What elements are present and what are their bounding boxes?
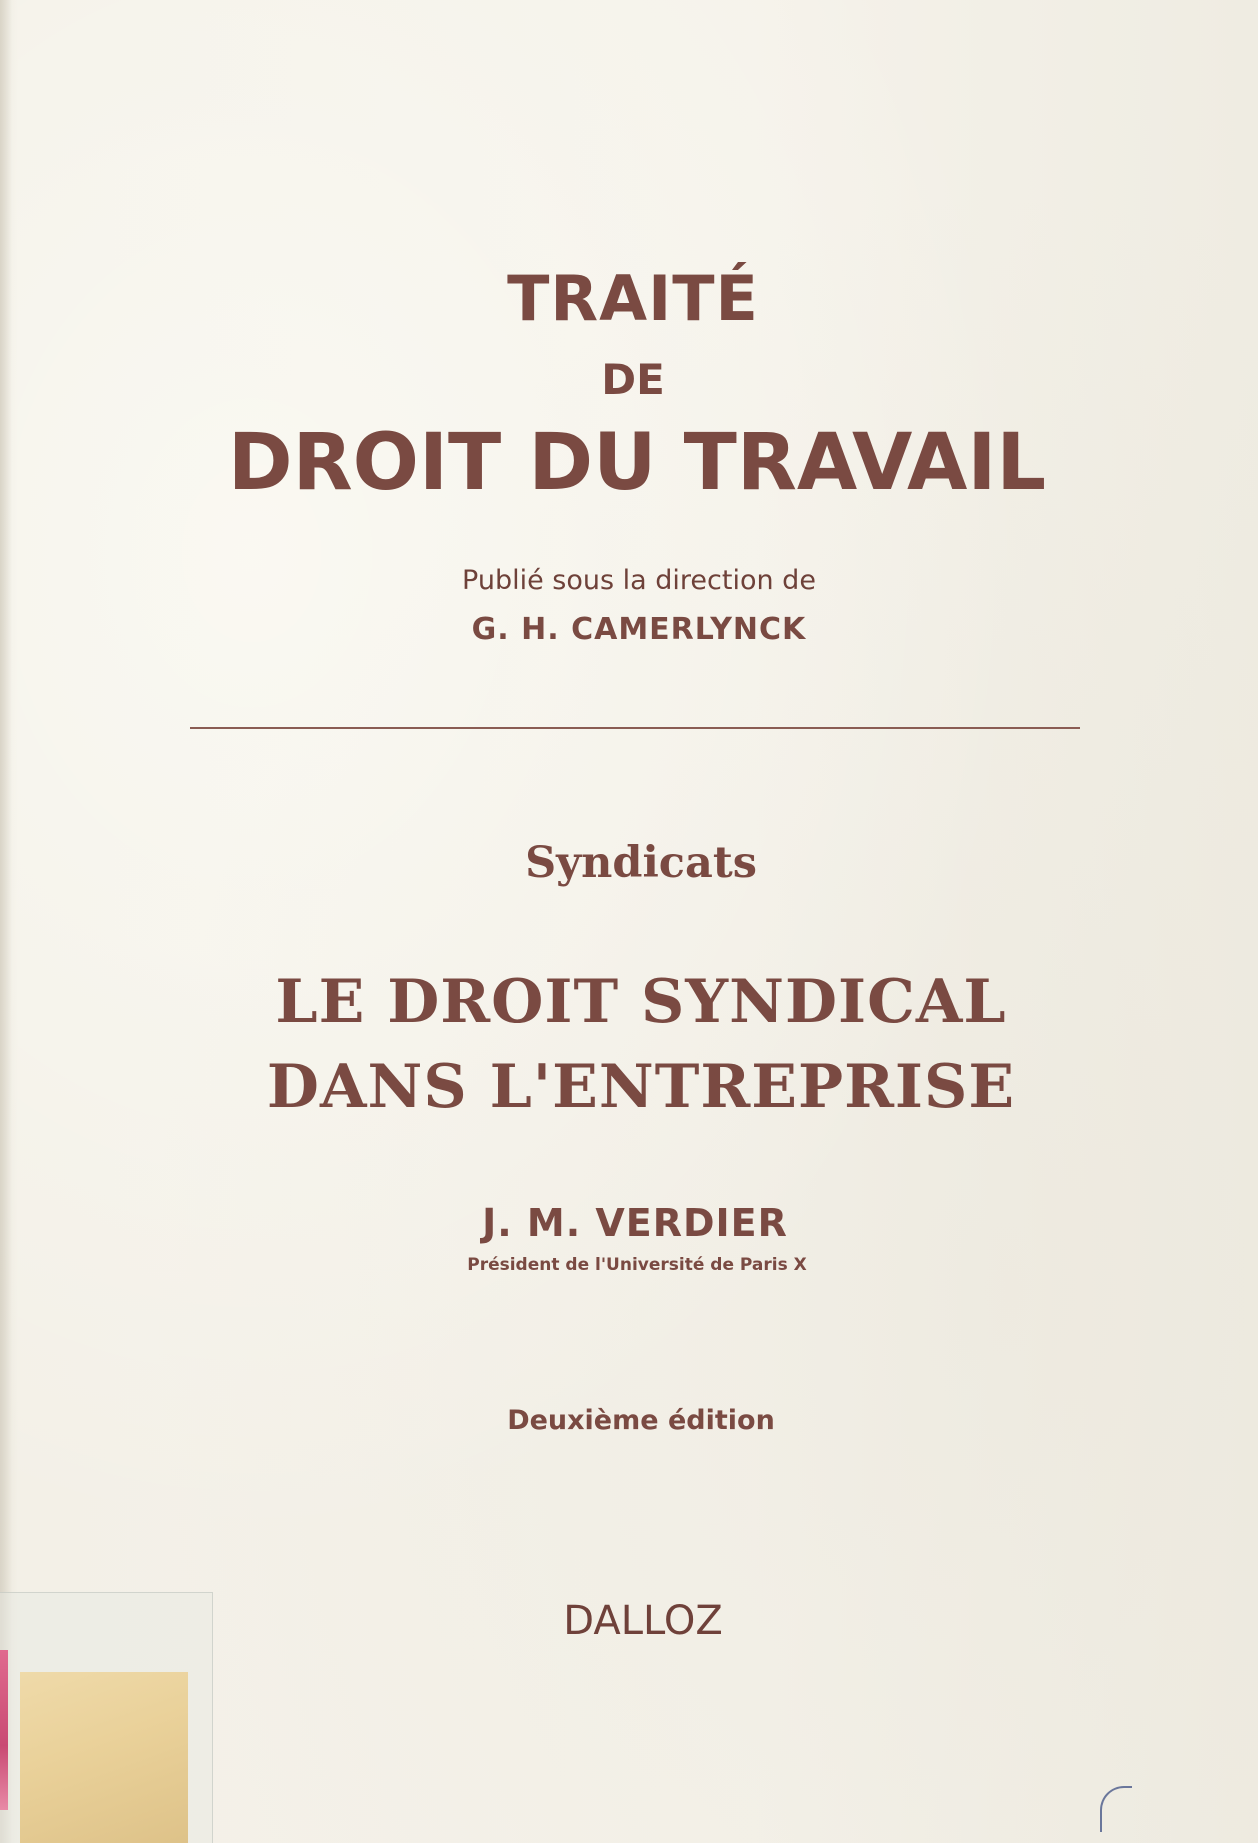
edition-label: Deuxième édition — [507, 1405, 775, 1436]
subject-heading: Syndicats — [525, 838, 757, 888]
series-director: G. H. CAMERLYNCK — [471, 612, 807, 647]
series-title-de: DE — [601, 355, 665, 404]
series-title-traite: TRAITÉ — [507, 262, 759, 335]
divider-rule — [190, 727, 1080, 729]
book-title-line2: DANS L'ENTREPRISE — [266, 1052, 1016, 1122]
publisher-name: DALLOZ — [563, 1598, 723, 1644]
pencil-mark — [1100, 1786, 1132, 1832]
library-label-sticker — [20, 1672, 188, 1843]
published-under-label: Publié sous la direction de — [462, 565, 816, 596]
author-title: Président de l'Université de Paris X — [467, 1255, 807, 1275]
pink-edge-mark — [0, 1650, 8, 1810]
series-title-droit-du-travail: DROIT DU TRAVAIL — [227, 418, 1047, 508]
book-title-line1: LE DROIT SYNDICAL — [275, 967, 1007, 1037]
author-name: J. M. VERDIER — [482, 1201, 788, 1245]
